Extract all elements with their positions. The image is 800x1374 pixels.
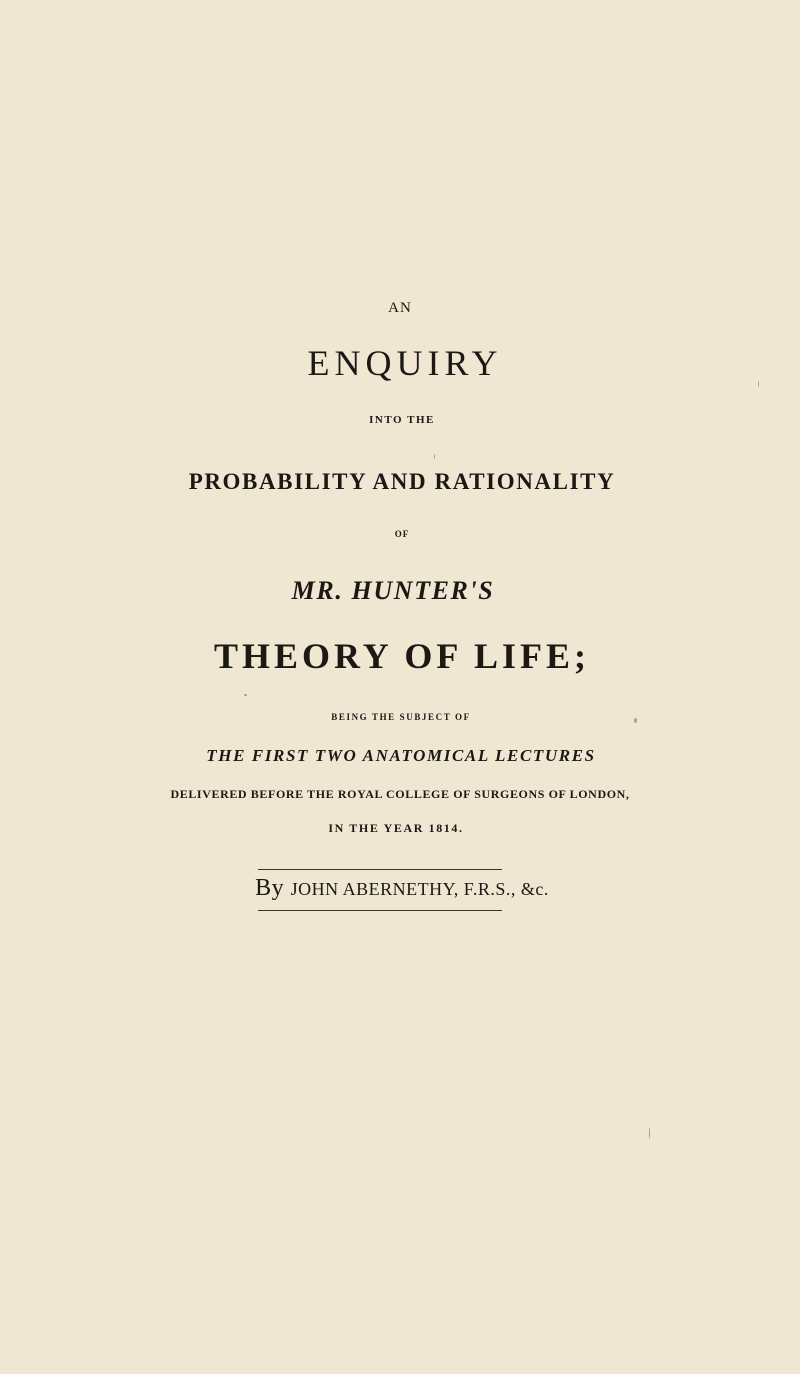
subtitle-being: BEING THE SUBJECT OF bbox=[331, 712, 471, 722]
author-by: By bbox=[255, 875, 285, 901]
paper-speck bbox=[434, 454, 435, 459]
paper-speck bbox=[758, 381, 759, 387]
rule-bottom bbox=[258, 910, 502, 911]
rule-top bbox=[258, 869, 502, 870]
author-line bbox=[2, 876, 800, 900]
subtitle-year: IN THE YEAR 1814. bbox=[328, 821, 464, 835]
heading-probability: PROBABILITY AND RATIONALITY bbox=[188, 469, 616, 494]
subtitle-lectures: THE FIRST TWO ANATOMICAL LECTURES bbox=[206, 746, 596, 765]
paper-speck bbox=[244, 694, 247, 696]
heading-enquiry: ENQUIRY bbox=[307, 343, 503, 383]
paper-speck bbox=[634, 718, 637, 723]
heading-into-the: INTO THE bbox=[369, 414, 435, 426]
subtitle-delivered: DELIVERED BEFORE THE ROYAL COLLEGE OF SURGEONS OF LONDON, bbox=[170, 787, 630, 801]
paper-speck bbox=[649, 1127, 650, 1139]
heading-of: OF bbox=[394, 529, 410, 539]
heading-theory-of-life: THEORY OF LIFE; bbox=[213, 636, 591, 676]
heading-hunters: MR. HUNTER'S bbox=[291, 576, 495, 605]
heading-an: AN bbox=[388, 300, 412, 316]
author-name: JOHN ABERNETHY, F.R.S., &c. bbox=[290, 879, 549, 899]
